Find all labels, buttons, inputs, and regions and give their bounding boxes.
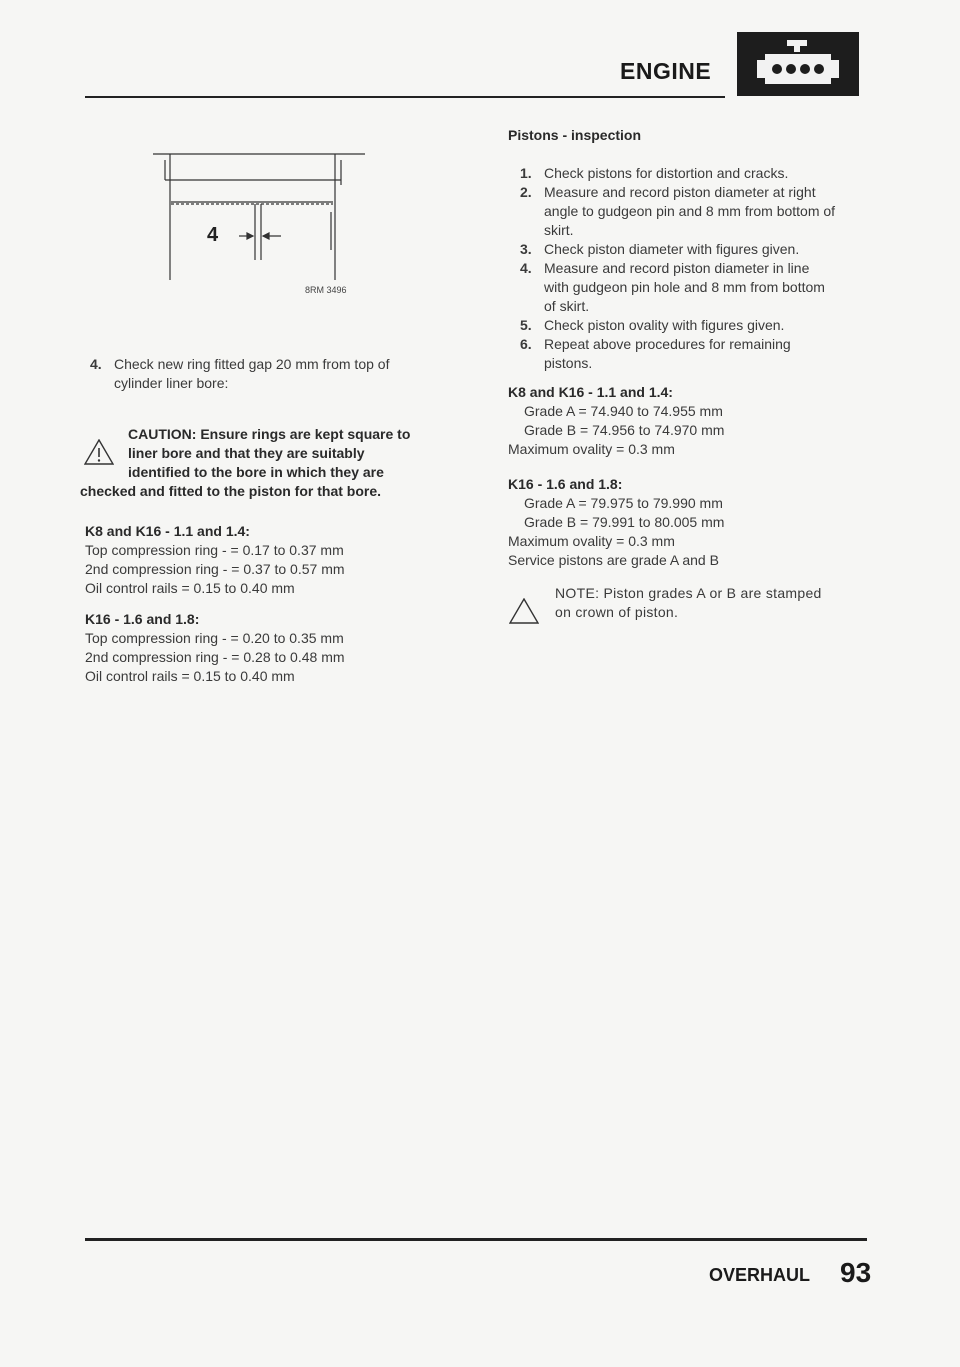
caution-line: CAUTION: Ensure rings are kept square to (128, 426, 411, 442)
footer-section: OVERHAUL (708, 1265, 810, 1285)
note-block (505, 584, 895, 622)
spec-line: Grade B = 74.956 to 74.970 mm (524, 422, 725, 438)
step-number: 4. (90, 356, 102, 372)
spec-line: Top compression ring - = 0.20 to 0.35 mm (85, 630, 344, 646)
caution-block (80, 425, 460, 501)
header-rule (85, 96, 725, 98)
caution-line: identified to the bore in which they are (128, 464, 384, 480)
right-spec-1 (508, 383, 888, 459)
caution-line: liner bore and that they are suitably (128, 445, 365, 461)
spec-heading: K8 and K16 - 1.1 and 1.4: (85, 523, 250, 539)
caution-line: checked and fitted to the piston for that bore. (80, 483, 382, 499)
inspection-step: 2. Measure and record piston diameter at right angle to gudgeon pin and 8 mm from bottom of skirt. (520, 184, 836, 238)
page-number: 93 (840, 1257, 872, 1288)
spec-line: Grade B = 79.991 to 80.005 mm (524, 514, 725, 530)
spec-line: Grade A = 74.940 to 74.955 mm (524, 403, 723, 419)
spec-line: Maximum ovality = 0.3 mm (508, 441, 675, 457)
note-triangle-icon (509, 598, 539, 624)
step-line: cylinder liner bore: (114, 375, 229, 391)
inspection-step: 1. Check pistons for distortion and cracks. (520, 165, 789, 181)
note-line: on crown of piston. (555, 604, 679, 620)
figure-callout: 4 (207, 224, 219, 246)
right-heading: Pistons - inspection (508, 127, 642, 143)
inspection-step: 4. Measure and record piston diameter in line with gudgeon pin hole and 8 mm from bottom of skirt. (520, 260, 825, 314)
spec-line: 2nd compression ring - = 0.28 to 0.48 mm (85, 649, 345, 665)
spec-line: Oil control rails = 0.15 to 0.40 mm (85, 668, 295, 684)
spec-line: 2nd compression ring - = 0.37 to 0.57 mm (85, 561, 345, 577)
left-step-4 (90, 355, 450, 393)
left-spec-1 (85, 522, 465, 598)
inspection-step: 5. Check piston ovality with figures given. (520, 317, 785, 333)
spec-line: Grade A = 79.975 to 79.990 mm (524, 495, 723, 511)
inspection-step: 6. Repeat above procedures for remaining pistons. (520, 336, 791, 371)
spec-line: Top compression ring - = 0.17 to 0.37 mm (85, 542, 344, 558)
warning-triangle-icon (84, 439, 114, 465)
figure-caption: 8RM 3496 (305, 285, 347, 295)
left-spec-2 (85, 610, 465, 686)
right-spec-2 (508, 475, 888, 570)
engine-icon (737, 32, 859, 96)
ring-gap-figure (145, 140, 370, 290)
spec-line: Maximum ovality = 0.3 mm (508, 533, 675, 549)
step-line: Check new ring fitted gap 20 mm from top of (114, 356, 390, 372)
footer-rule (85, 1238, 867, 1241)
spec-heading: K8 and K16 - 1.1 and 1.4: (508, 384, 673, 400)
inspection-step: 3. Check piston diameter with figures given. (520, 241, 800, 257)
spec-line: Service pistons are grade A and B (508, 552, 719, 568)
spec-heading: K16 - 1.6 and 1.8: (85, 611, 200, 627)
spec-line: Oil control rails = 0.15 to 0.40 mm (85, 580, 295, 596)
inspection-steps (520, 164, 880, 373)
section-title: ENGINE (620, 58, 712, 84)
spec-heading: K16 - 1.6 and 1.8: (508, 476, 623, 492)
note-line: NOTE: Piston grades A or B are stamped (555, 585, 822, 601)
